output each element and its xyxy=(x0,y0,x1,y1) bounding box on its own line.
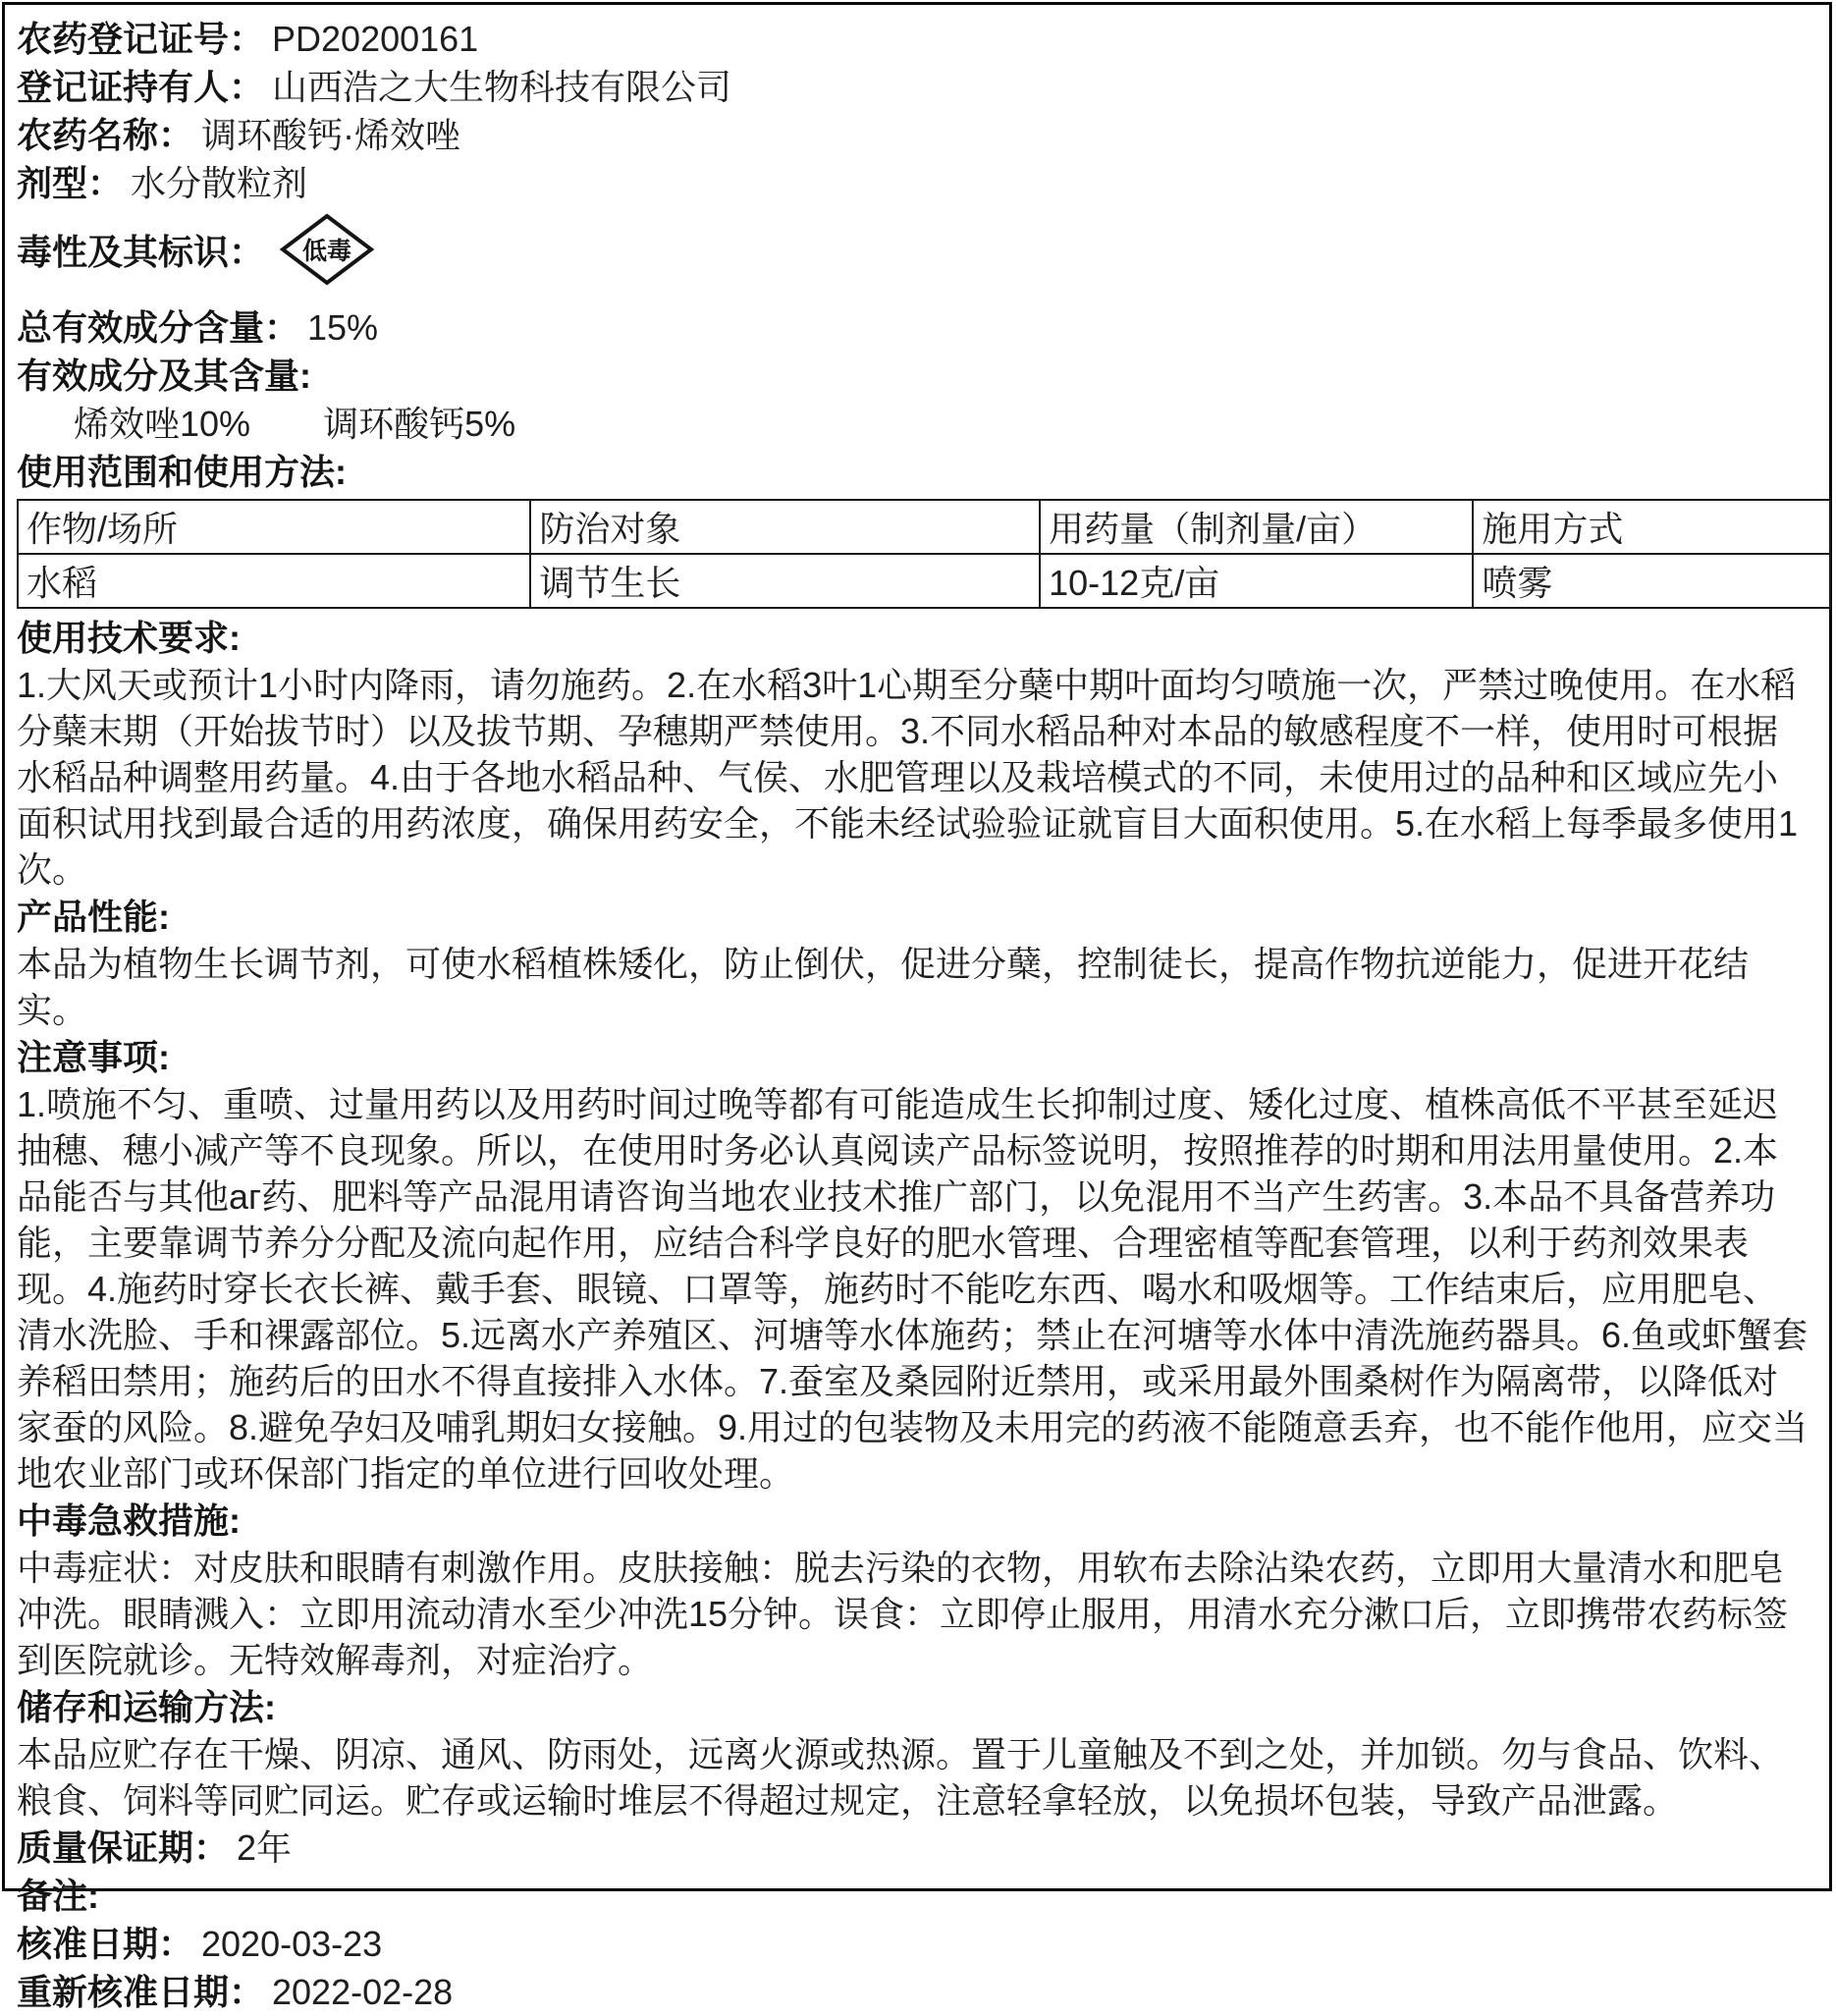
field-formulation xyxy=(17,159,1811,207)
section-heading-precautions: 注意事项: xyxy=(17,1037,170,1077)
warranty-period-label: 质量保证期： xyxy=(17,1827,230,1868)
usage-table-cell-method: 喷雾 xyxy=(1473,554,1830,608)
approval-date-value: 2020-03-23 xyxy=(201,1924,383,1964)
active-ingredients-list xyxy=(17,400,1811,448)
formulation-value: 水分散粒剂 xyxy=(131,163,308,203)
low-toxicity-icon-text: 低毒 xyxy=(302,238,352,265)
section-heading-storage-transport: 储存和运输方法: xyxy=(17,1687,276,1727)
ingredient-item: 调环酸钙5% xyxy=(323,404,516,444)
section-body-storage-transport: 本品应贮存在干燥、阴凉、通风、防雨处，远离火源或热源。置于儿童触及不到之处，并加锁。勿与食品、饮料、粮食、饲料等同贮同运。贮存或运输时堆层不得超过规定，注意轻拿轻放，以免损坏包装，导致产品泄露。 xyxy=(17,1734,1785,1821)
field-pesticide-name xyxy=(17,111,1811,159)
low-toxicity-diamond-icon xyxy=(278,212,376,287)
usage-table xyxy=(17,499,1831,609)
section-heading-technical-requirements: 使用技术要求: xyxy=(17,618,241,658)
usage-table-data-row xyxy=(18,554,1830,608)
field-reapproval-date xyxy=(17,1968,1811,2016)
document-sheet xyxy=(2,2,1832,2012)
reapproval-date-value: 2022-02-28 xyxy=(272,1972,454,2012)
field-remarks xyxy=(17,1872,1811,1920)
registration-number-value: PD20200161 xyxy=(272,19,479,59)
field-toxicity xyxy=(17,207,1811,292)
usage-scope-heading xyxy=(17,448,1811,496)
toxicity-label: 毒性及其标识： xyxy=(17,231,265,272)
usage-table-cell-dosage: 10-12克/亩 xyxy=(1040,554,1473,608)
total-active-content-value: 15% xyxy=(307,307,379,348)
section-body-first-aid: 中毒症状：对皮肤和眼睛有刺激作用。皮肤接触：脱去污染的衣物，用软布去除沾染农药，立即用大量清水和肥皂冲洗。眼睛溅入：立即用流动清水至少冲洗15分钟。误食：立即停止服用，用清水充分漱口后，立即携带农药标签到医院就诊。无特效解毒剂，对症治疗。 xyxy=(17,1548,1789,1680)
field-approval-date xyxy=(17,1920,1811,1968)
pesticide-name-label: 农药名称： xyxy=(17,115,194,155)
section-heading-first-aid: 中毒急救措施: xyxy=(17,1500,241,1541)
section-body-precautions: 1.喷施不匀、重喷、过量用药以及用药时间过晚等都有可能造成生长抑制过度、矮化过度、植株高低不平甚至延迟抽穗、穗小减产等不良现象。所以，在使用时务必认真阅读产品标签说明，按照推荐的时期和用法用量使用。2.本品能否与其他аг药、肥料等产品混用请咨询当地农业技术推广部门，以免混用不当产生药害。3.本品不具备营养功能，主要靠调节养分分配及流向起作用，应结合科学良好的肥水管理、合理密植等配套管理，以利于药剂效果表现。4.施药时穿长衣长裤、戴手套、眼镜、口罩等，施药时不能吃东西、喝水和吸烟等。工作结束后，应用肥皂、清水洗脸、手和裸露部位。5.远离水产养殖区、河塘等水体施药；禁止在河塘等水体中清洗施药器具。6.鱼或虾蟹套养稻田禁用；施药后的田水不得直接排入水体。7.蚕室及桑园附近禁用，或采用最外围桑树作为隔离带，以降低对家蚕的风险。8.避免孕妇及哺乳期妇女接触。9.用过的包装物及未用完的药液不能随意丢弃，也不能作他用，应交当地农业部门或环保部门指定的单位进行回收处理。 xyxy=(17,1084,1809,1494)
usage-table-header-cell: 作物/场所 xyxy=(18,500,530,554)
remarks-label: 备注: xyxy=(17,1876,99,1916)
ingredient-item: 烯效唑10% xyxy=(74,404,251,444)
reapproval-date-label: 重新核准日期： xyxy=(17,1972,265,2012)
usage-table-cell-target: 调节生长 xyxy=(530,554,1040,608)
warranty-period-value: 2年 xyxy=(237,1827,293,1868)
approval-date-label: 核准日期： xyxy=(17,1924,194,1964)
field-certificate-holder xyxy=(17,63,1811,111)
field-total-active-content xyxy=(17,303,1811,352)
registration-number-label: 农药登记证号： xyxy=(17,19,265,59)
usage-table-header-cell: 施用方式 xyxy=(1473,500,1830,554)
field-warranty-period xyxy=(17,1824,1811,1872)
active-ingredients-heading xyxy=(17,352,1811,400)
usage-table-header-row xyxy=(18,500,1830,554)
certificate-holder-value: 山西浩之大生物科技有限公司 xyxy=(272,67,732,107)
section-body-product-performance: 本品为植物生长调节剂，可使水稻植株矮化，防止倒伏，促进分蘖，控制徒长，提高作物抗逆能力，促进开花结实。 xyxy=(17,944,1750,1030)
active-ingredients-label: 有效成分及其含量: xyxy=(17,355,311,396)
field-registration-number xyxy=(17,15,1811,63)
usage-table-header-cell: 用药量（制剂量/亩） xyxy=(1040,500,1473,554)
section-heading-product-performance: 产品性能: xyxy=(17,897,170,937)
certificate-holder-label: 登记证持有人： xyxy=(17,67,265,107)
pesticide-name-value: 调环酸钙·烯效唑 xyxy=(201,115,461,155)
total-active-content-label: 总有效成分含量： xyxy=(17,307,300,348)
usage-table-header-cell: 防治对象 xyxy=(530,500,1040,554)
formulation-label: 剂型： xyxy=(17,163,124,203)
usage-table-cell-crop: 水稻 xyxy=(18,554,530,608)
usage-scope-label: 使用范围和使用方法: xyxy=(17,452,347,492)
section-body-technical-requirements: 1.大风天或预计1小时内降雨，请勿施药。2.在水稻3叶1心期至分蘖中期叶面均匀喷施一次，严禁过晚使用。在水稻分蘖末期（开始拔节时）以及拔节期、孕穗期严禁使用。3.不同水稻品种对本品的敏感程度不一样，使用时可根据水稻品种调整用药量。4.由于各地水稻品种、气侯、水肥管理以及栽培模式的不同，未使用过的品种和区域应先小面积试用找到最合适的用药浓度，确保用药安全，不能未经试验验证就盲目大面积使用。5.在水稻上每季最多使用1次。 xyxy=(17,665,1799,890)
